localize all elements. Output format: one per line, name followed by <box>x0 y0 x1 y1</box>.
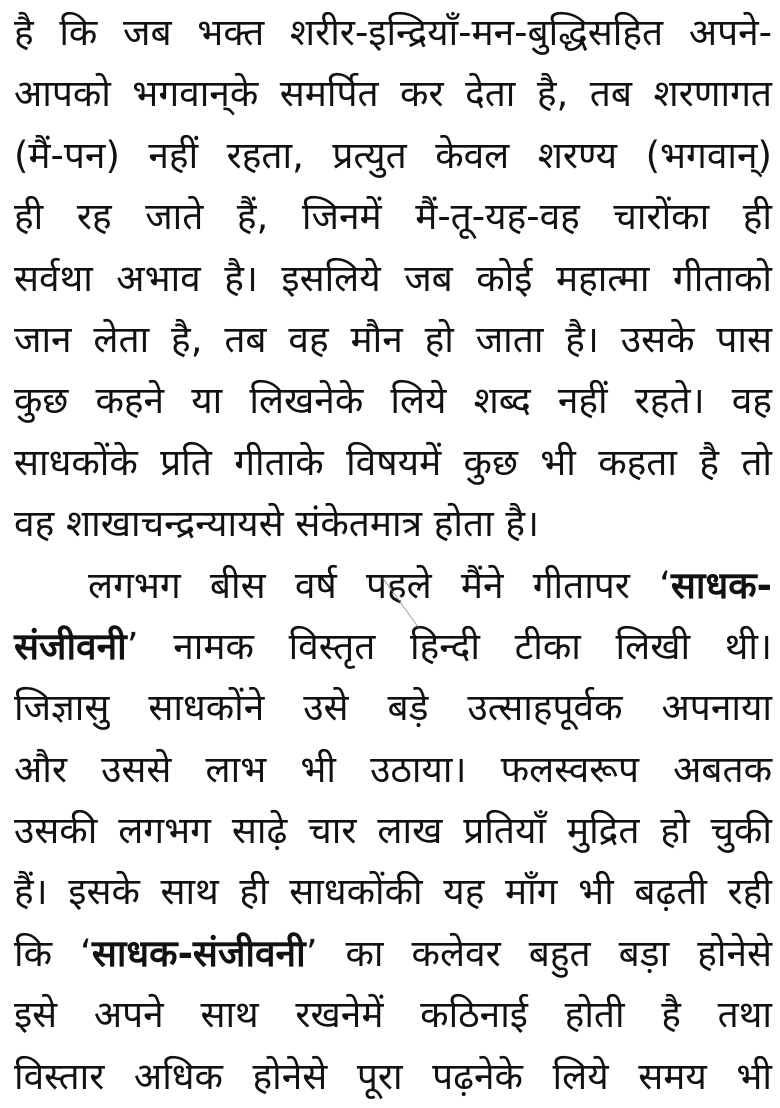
paragraph-2 <box>14 555 772 1108</box>
text-line: हैं। इसके साथ ही साधकोंकी यह माँग भी बढ़ती रही <box>14 870 772 914</box>
text-line: है कि जब भक्त शरीर-इन्द्रियाँ-मन-बुद्धिसहित अपने- <box>14 11 772 54</box>
line-text: लगभग बीस वर्ष पहले मैंने गीतापर ‘ <box>88 563 671 607</box>
text-line: (मैं-पन) नहीं रहता, प्रत्युत केवल शरण्य (भगवान्) <box>14 133 772 177</box>
text-line: विस्तार अधिक होनेसे पूरा पढ़नेके लिये समय भी <box>14 1054 772 1098</box>
book-title-bold: संजीवनी <box>14 624 127 668</box>
text-line <box>14 616 772 677</box>
text-line: सर्वथा अभाव है। इसलिये जब कोई महात्मा गीताको <box>14 256 772 300</box>
text-line-paragraph-end: वह शाखाचन्द्रन्यायसे संकेतमात्र होता है। <box>14 502 540 546</box>
line-text: ’ नामक विस्तृत हिन्दी टीका लिखी थी। <box>126 624 772 668</box>
text-line: आपको भगवान्‌के समर्पित कर देता है, तब शरणागत <box>14 72 772 116</box>
text-line: इसे अपने साथ रखनेमें कठिनाई होती है तथा <box>14 993 772 1037</box>
book-title-bold: साधक- <box>670 563 772 607</box>
text-line: उसकी लगभग साढ़े चार लाख प्रतियाँ मुद्रित हो चुकी <box>14 809 772 853</box>
book-title-bold: साधक-संजीवनी <box>91 931 306 975</box>
text-line: कुछ कहने या लिखनेके लिये शब्द नहीं रहते। वह <box>14 379 772 423</box>
text-line: साधकोंके प्रति गीताके विषयमें कुछ भी कहता है तो <box>14 440 772 484</box>
text-line: जिज्ञासु साधकोंने उसे बड़े उत्साहपूर्वक अपनाया <box>14 686 772 730</box>
text-line: जान लेता है, तब वह मौन हो जाता है। उसके पास <box>14 317 772 361</box>
line-text: कि ‘ <box>14 931 92 975</box>
text-line: और उससे लाभ भी उठाया। फलस्वरूप अबतक <box>14 747 772 791</box>
paragraph-1 <box>14 2 772 555</box>
text-line <box>14 923 772 984</box>
text-line: ही रह जाते हैं, जिनमें मैं-तू-यह-वह चारोंका ही <box>14 195 772 239</box>
scanned-book-page <box>14 2 772 1107</box>
line-text: ’ का कलेवर बहुत बड़ा होनेसे <box>305 931 772 975</box>
text-line-paragraph-start <box>14 555 772 616</box>
